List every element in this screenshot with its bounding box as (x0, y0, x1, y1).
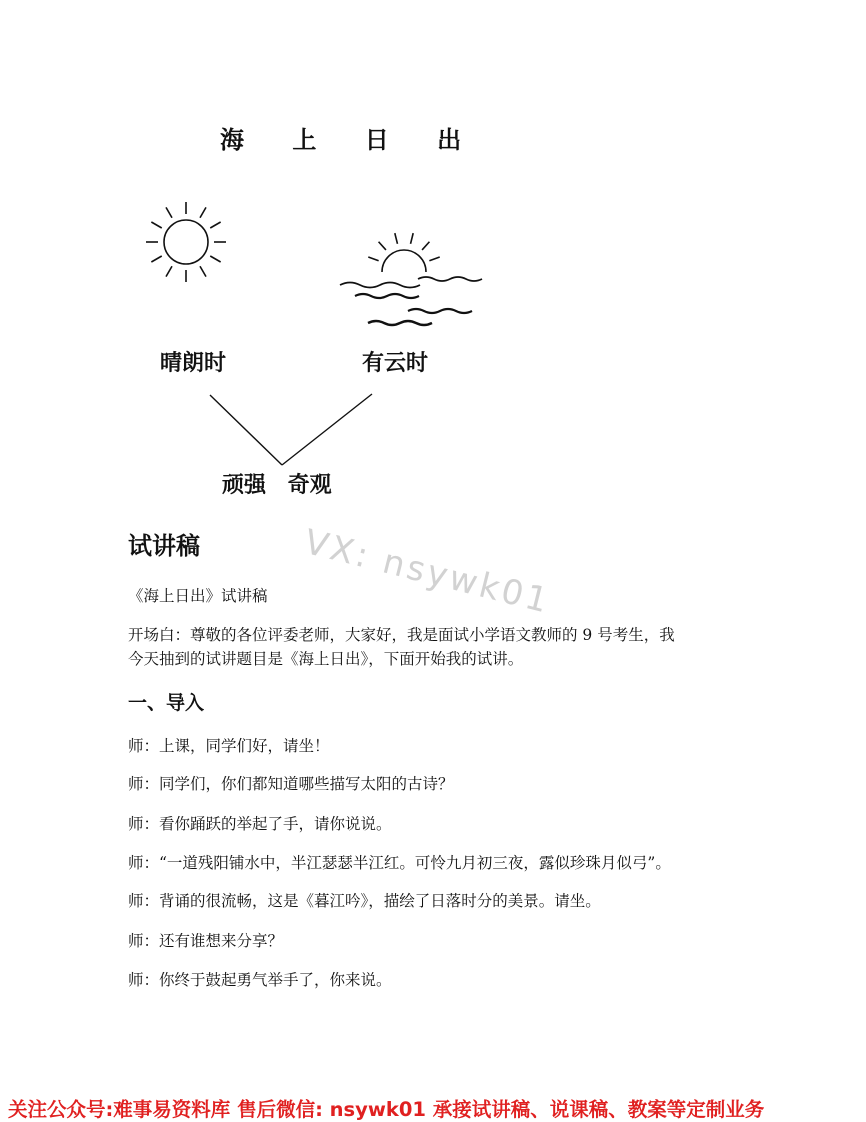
connector-lines (210, 394, 372, 465)
watermark: VX: nsywk01 (300, 522, 555, 622)
section-heading: 一、导入 (128, 692, 205, 714)
sunrise-over-sea-icon (340, 233, 482, 325)
board-title: 海 上 日 出 (220, 125, 482, 154)
label-result: 顽强 奇观 (222, 472, 332, 498)
dialogue-line: 师：“一道残阳铺水中，半江瑟瑟半江红。可怜九月初三夜，露似珍珠月似弓”。 (128, 854, 671, 872)
sun-icon (146, 202, 226, 282)
dialogue-line: 师：上课，同学们好，请坐！ (128, 737, 330, 755)
document-heading: 试讲稿 (128, 532, 200, 560)
blackboard-drawing (0, 0, 866, 520)
dialogue-line: 师：背诵的很流畅，这是《暮江吟》，描绘了日落时分的美景。请坐。 (128, 892, 601, 910)
label-sunny: 晴朗时 (160, 350, 227, 376)
dialogue-line: 师：看你踊跃的举起了手，请你说说。 (128, 815, 392, 833)
label-cloudy: 有云时 (362, 350, 429, 376)
document-subtitle: 《海上日出》试讲稿 (128, 587, 268, 605)
footer-banner: 关注公众号:难事易资料库 售后微信: nsywk01 承接试讲稿、说课稿、教案等定制业务 (8, 1098, 765, 1121)
opening-line-2: 今天抽到的试讲题目是《海上日出》，下面开始我的试讲。 (128, 650, 524, 668)
dialogue-line: 师：你终于鼓起勇气举手了，你来说。 (128, 971, 392, 989)
dialogue-line: 师：同学们，你们都知道哪些描写太阳的古诗？ (128, 775, 454, 793)
dialogue-line: 师：还有谁想来分享？ (128, 932, 284, 950)
opening-line-1: 开场白：尊敬的各位评委老师，大家好，我是面试小学语文教师的 9 号考生，我 (128, 626, 675, 644)
